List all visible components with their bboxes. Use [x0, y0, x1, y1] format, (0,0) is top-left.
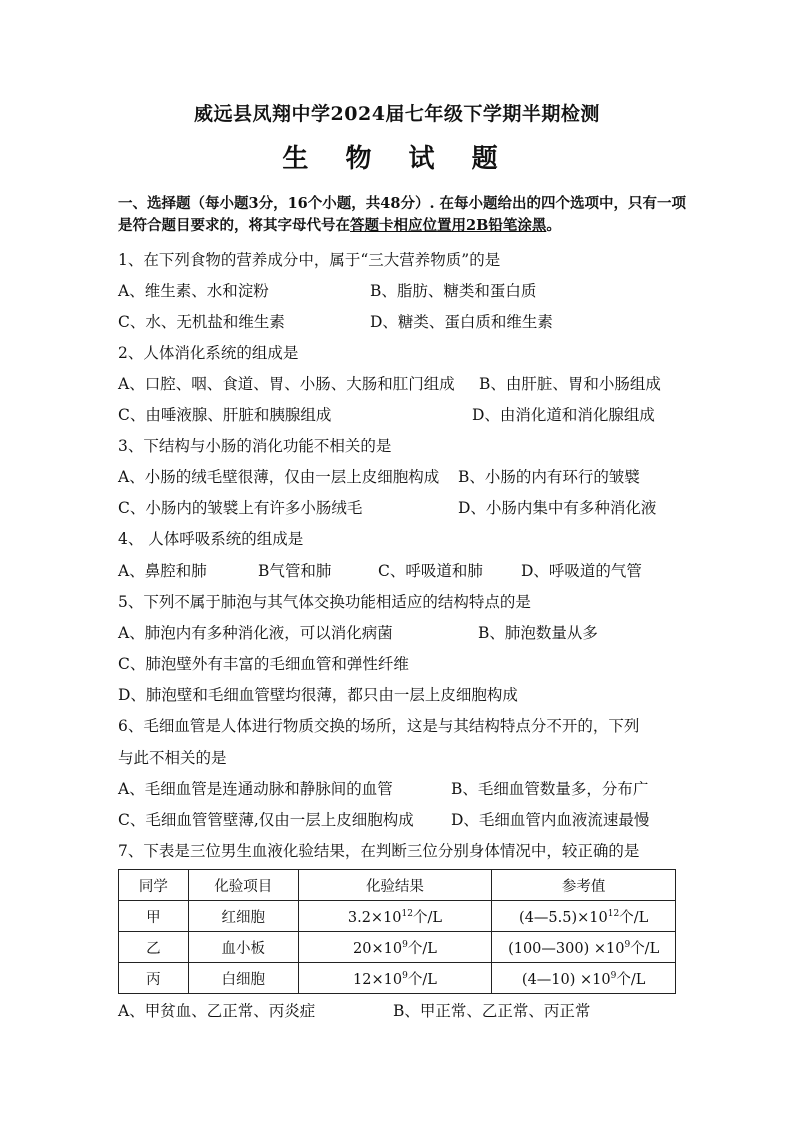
- item-cell: 白细胞: [188, 963, 298, 994]
- q2-option-a: A、口腔、咽、食道、胃、小肠、大肠和肛门组成: [118, 375, 455, 393]
- q5-stem: 5、下列不属于肺泡与其气体交换功能相适应的结构特点的是: [118, 593, 531, 611]
- item-cell: 红细胞: [188, 901, 298, 932]
- table-header-cell: 参考值: [492, 870, 676, 901]
- q4-stem: 4、 人体呼吸系统的组成是: [118, 530, 304, 548]
- result-cell: $12\times 10^9$个/L: [298, 963, 492, 994]
- q5-option-c: C、肺泡壁外有丰富的毛细血管和弹性纤维: [118, 655, 409, 673]
- q6-stem-line1: 6、毛细血管是人体进行物质交换的场所，这是与其结构特点分不开的，下列: [118, 717, 640, 735]
- q2-option-b: B、由肝脏、胃和小肠组成: [479, 375, 661, 393]
- result-cell: $3.2\times 10^{12}$个/L: [298, 901, 492, 932]
- q1-option-a: A、维生素、水和淀粉: [118, 282, 269, 300]
- student-cell: 乙: [119, 932, 189, 963]
- q3-option-d: D、小肠内集中有多种消化液: [458, 499, 657, 517]
- section-instructions: 一、选择题（每小题3分，16个小题，共48分）. 在每小题给出的四个选项中，只有一项是符合题目要求的，将其字母代号在答题卡相应位置用2B铅笔涂黑。: [118, 195, 687, 234]
- q7-option-a: A、甲贫血、乙正常、丙炎症: [118, 1002, 316, 1020]
- q5-option-a: A、肺泡内有多种消化液，可以消化病菌: [118, 624, 393, 642]
- table-header-cell: 化验结果: [298, 870, 492, 901]
- q7-option-b: B、甲正常、乙正常、丙正常: [393, 1002, 591, 1020]
- q4-option-b: B气管和肺: [258, 562, 332, 580]
- table-row: [119, 901, 676, 932]
- reference-cell: (4—10) $\times 10^9$个/L: [492, 963, 676, 994]
- q5-option-b: B、肺泡数量从多: [478, 624, 598, 642]
- q1-option-b: B、脂肪、糖类和蛋白质: [370, 282, 537, 300]
- q6-option-b: B、毛细血管数量多，分布广: [451, 780, 649, 798]
- underlined-instruction: 答题卡相应位置用2B铅笔涂黑: [350, 217, 547, 234]
- student-cell: 丙: [119, 963, 189, 994]
- table-row: [119, 932, 676, 963]
- q4-option-a: A、鼻腔和肺: [118, 562, 207, 580]
- table-header-row: [119, 870, 676, 901]
- table-header-cell: 同学: [119, 870, 189, 901]
- q3-option-b: B、小肠的内有环行的皱襞: [458, 468, 640, 486]
- exam-subtitle: 生 物 试 题: [282, 144, 512, 174]
- q6-option-a: A、毛细血管是连通动脉和静脉间的血管: [118, 780, 393, 798]
- q2-stem: 2、人体消化系统的组成是: [118, 344, 299, 362]
- blood-test-table: [118, 869, 676, 994]
- item-cell: 血小板: [188, 932, 298, 963]
- q3-option-a: A、小肠的绒毛壁很薄，仅由一层上皮细胞构成: [118, 468, 440, 486]
- table-header-cell: 化验项目: [188, 870, 298, 901]
- q1-stem: 1、在下列食物的营养成分中，属于“三大营养物质”的是: [118, 251, 501, 269]
- q3-option-c: C、小肠内的皱襞上有许多小肠绒毛: [118, 499, 363, 517]
- q7-stem: 7、下表是三位男生血液化验结果，在判断三位分别身体情况中，较正确的是: [118, 842, 640, 860]
- q4-option-c: C、呼吸道和肺: [378, 562, 483, 580]
- q2-option-c: C、由唾液腺、肝脏和胰腺组成: [118, 406, 332, 424]
- result-cell: $20\times 10^9$个/L: [298, 932, 492, 963]
- q2-option-d: D、由消化道和消化腺组成: [472, 406, 655, 424]
- q6-stem-line2: 与此不相关的是: [118, 749, 227, 767]
- q5-option-d: D、肺泡壁和毛细血管壁均很薄，都只由一层上皮细胞构成: [118, 686, 518, 704]
- reference-cell: $(4—5.5)\times 10^{12}$个/L: [492, 901, 676, 932]
- exam-title: 威远县凤翔中学2024届七年级下学期半期检测: [194, 103, 600, 125]
- reference-cell: (100—300) $\times 10^9$个/L: [492, 932, 676, 963]
- q4-option-d: D、呼吸道的气管: [521, 562, 642, 580]
- q6-option-d: D、毛细血管内血液流速最慢: [451, 811, 650, 829]
- student-cell: 甲: [119, 901, 189, 932]
- q6-option-c: C、毛细血管管壁薄,仅由一层上皮细胞构成: [118, 811, 414, 829]
- q1-option-d: D、糖类、蛋白质和维生素: [370, 313, 553, 331]
- table-row: [119, 963, 676, 994]
- q1-option-c: C、水、无机盐和维生素: [118, 313, 285, 331]
- q3-stem: 3、下结构与小肠的消化功能不相关的是: [118, 437, 392, 455]
